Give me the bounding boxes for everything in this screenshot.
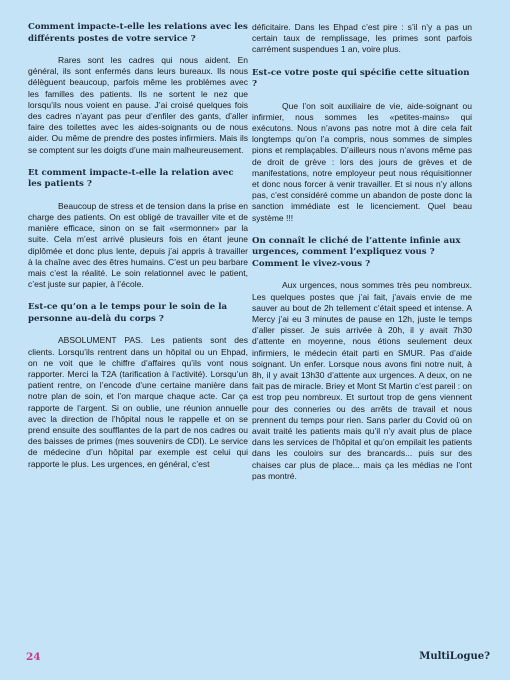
publication-title: MultiLogue?	[419, 651, 490, 662]
interview-answer: Que l’on soit auxiliaire de vie, aide-soignant ou infirmier, nous sommes les «petites-mains» qui exécutons. Nous n’avons pas notre mot à dire cela fait longtemps qu’on l’a compris, nous sommes de simples pions et remplaçables. D’ailleurs nous n’avons même pas de droit de grève : lors des jours de grèves et de manifestations, notre employeur peut nous réquisitionner et donc nous forcer à venir travailler. Et si nous n’y allons pas, c’est considéré comme un abandon de poste donc la sanction immédiate est le licenciement. Quel beau système !!!	[252, 100, 472, 223]
page-number: 24	[26, 651, 41, 663]
interview-question: Est-ce votre poste qui spécifie cette situation ?	[252, 67, 470, 90]
interview-question: Est-ce qu’on a le temps pour le soin de la personne au-delà du corps ?	[28, 302, 228, 324]
interview-section	[252, 236, 472, 482]
interview-answer: Aux urgences, nous sommes très peu nombreux. Les quelques postes que j’ai fait, j’avais envie de me sauver au bout de 2h tellement c’était speed et intense. A Mercy j’ai eu 3 minutes de pause en 12h, juste le temps d’aller pisser. Je suis arrivée à 20h, il y avait 7h30 d’attente en moyenne, nous étions seulement deux infirmiers, le médecin était parti en SMUR. Pas d’aide soignant. Un enfer. Lorsque nous avons fini notre nuit, à 8h, il y avait 13h30 d’attente aux urgences. A deux, on ne fait pas de miracle. Briey et Mont St Martin c’est pareil : on est trop peu nombreux. Et surtout trop de gens viennent pour des conneries ou des arrêts de travail et nous prennent du temps pour rien. Sans parler du Covid où on avait traité les patients mais qu’il n’y avait plus de place dans les services de l’hôpital et qu’on empilait les patients dans les couloirs sur des brancards... puis sur des chaises car plus de place... mais ça les médias ne l’ont pas montré.	[252, 280, 472, 481]
interview-continuation	[252, 22, 472, 56]
interview-answer: Rares sont les cadres qui nous aident. En général, ils sont enfermés dans leurs bureaux. Ils nous délèguent beaucoup, parfois même les problèmes avec les familles des patients. Ils ne sortent le nez que lorsqu’ils nous voient en pause. J’ai croisé quelques fois des cadres n’ayant pas peur d’enfiler des gants, d’aller faire des toilettes avec les aides-soignants ou de nous aider. Ou même de prendre des postes infirmiers. Mais ils se comptent sur les doigts d’une main malheureusement.	[28, 55, 248, 155]
left-column	[28, 22, 248, 482]
interview-section	[252, 68, 472, 224]
interview-answer: ABSOLUMENT PAS. Les patients sont des clients. Lorsqu’ils rentrent dans un hôpital ou un Ehpad, on ne voit que le chiffre d’affaires qu’ils vont nous rapporter. Merci la T2A (tarification à l’activité). Lorsqu’un patient rentre, on l’encode d’une certaine manière dans notre plan de soin, et l’on marque chaque acte. Car ça rapporte de l’argent. Si on oublie, une réunion annuelle avec la direction de l’hôpital nous le rappelle et on se prend ensuite des soufflantes de la part de nos cadres ou des baisses de primes (mes souvenirs de CDI). Le service de médecine d’un hôpital par exemple est celui qui rapporte le plus. Les urgences, en général, c’est	[28, 335, 248, 469]
interview-section	[28, 168, 248, 291]
right-column	[252, 22, 472, 494]
interview-answer: Beaucoup de stress et de tension dans la prise en charge des patients. On est obligé de travailler vite et de manière efficace, sinon on se fait «sermonner» par la suite. Cela m’est arrivé plusieurs fois en étant jeune diplômée et donc plus lente, depuis j’ai appris à travailler à la chaîne avec des êtres humains. C’est un peu barbare mais c’est la réalité. Le soin relationnel avec le patient, c’est juste sur papier, à l’école.	[28, 200, 248, 290]
interview-section	[28, 22, 248, 156]
interview-question: Comment impacte-t-elle les relations avec les différents postes de votre service ?	[28, 22, 248, 44]
interview-question: Et comment impacte-t-elle la relation avec les patients ?	[28, 167, 234, 190]
interview-section	[28, 302, 248, 469]
interview-answer-continued: déficitaire. Dans les Ehpad c’est pire : s’il n’y a pas un certain taux de remplissage, les primes sont parfois carrément suspendues 1 an, voire plus.	[252, 22, 472, 55]
interview-question: On connaît le cliché de l’attente infinie aux urgences, comment l’expliquez vous ? Comment le vivez-vous ?	[252, 235, 461, 269]
